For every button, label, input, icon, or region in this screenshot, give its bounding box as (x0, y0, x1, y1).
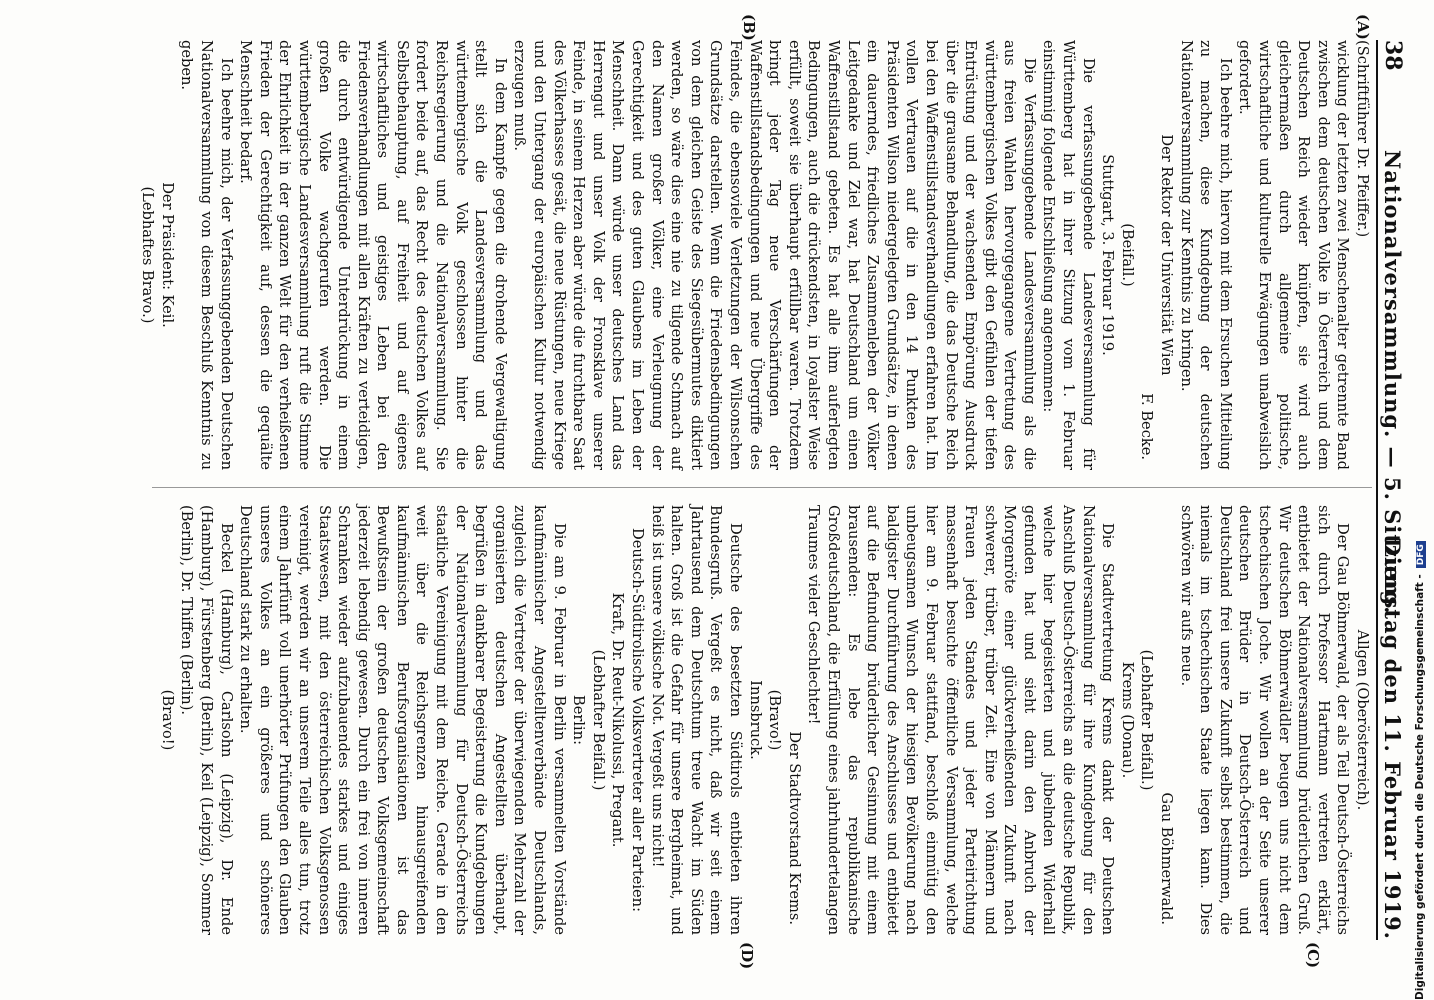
left-column (138, 40, 1372, 470)
dfg-logo: DFG (1416, 541, 1426, 568)
paragraph: Der Gau Böhmerwald, der als Teil Deutsch-Österreichs sich durch Professor Hartmann vertreten erklärt, entbietet der Nationalversammlung brüderlichen Gruß. Wir deutschen Böhmerwäldler beugen uns nicht dem tschechischen Joche. Wir wollen an der Seite unserer deutschen Brüder in Deutsch-Österreich und Deutschland frei unsere Zukunft selbst bestimmen, die niemals im tschechischen Staate liegen kann. Dies schwören wir aufs neue. (1177, 505, 1352, 935)
signature-role: Der Präsident: Keil. (158, 182, 176, 328)
signature-names: Kraft, Dr. Reut-Nikolussi, Pregant. (609, 592, 627, 848)
paragraph: Die Stadtvertretung Krems dankt der Deutschen Nationalversammlung für ihre Kundgebung für den Anschluß Deutsch-Österreichs an die deutsche Republik, welche hier begeisterten und jubelnden Widerhall gefunden hat und sieht darin den Anbruch der Morgenröte einer glückverheißenden Zukunft nach schwerer, trüber, trüber Zeit. Eine von Männern und Frauen jeden Standes und jeder Parteirichtung massenhaft besuchte öffentliche Versammlung, welche hier am 9. Februar stattfand, beschloß einmütig den unbeugsamen Wunsch der hiesigen Bevölkerung nach baldigster Durchführung des Anschlusses und entbietet auf die Befundung brüderlicher Gesinnung mit einem brausenden: Es lebe das republikanische Großdeutschland, die Erfüllung eines jahrhundertelangen Traumes vieler Geschlechter! (805, 505, 1117, 935)
place-date: Stuttgart, 3. Februar 1919. (1099, 154, 1117, 356)
applause-note: (Lebhafter Beifall.) (589, 649, 607, 791)
page-number: 38 (1380, 40, 1406, 71)
place-heading: Krems (Donau). (1118, 661, 1136, 779)
place-heading: Allgen (Oberösterreich). (1354, 629, 1371, 811)
paragraph: Die verfassunggebende Landesversammlung für Württemberg hat in ihrer Sitzung vom 1. Februar einstimmig folgende Entschließung angenommen: (1040, 40, 1097, 470)
margin-mark-c: (C) (1304, 942, 1322, 969)
paragraph: Deutsche des besetzten Südtirols entbieten ihren Bundesgruß. Vergeßt es nicht, daß wir seit einem Jahrtausend dem Deutschtum treue Wacht im Süden halten. Groß ist die Gefahr für unsere Bergheimat, und heiß ist unsere völkische Not. Vergeßt uns nicht! (648, 505, 744, 935)
paragraph: Ich beehre mich, der Verfassunggebenden Deutschen Nationalversammlung von diesem Beschluß Kenntnis zu geben. (178, 40, 235, 470)
margin-mark-d: (D) (738, 942, 756, 970)
signature-name: Gau Böhmerwald. (1158, 792, 1176, 925)
applause-note: (Beifall.) (1118, 223, 1136, 287)
paragraph: wicklung der letzten zwei Menschenalter getrennte Band zwischen dem deutschen Volke in Österreich und dem Deutschen Reich wieder knüpfen, sie wird auch gleichermaßen durch allgemeine politische, wirtschaftliche und kulturelle Erwägungen unabweislich gefordert. (1236, 40, 1352, 470)
applause-note: (Lebhafter Beifall.) (1138, 649, 1156, 791)
applause-note: (Bravo!) (766, 689, 784, 751)
margin-mark-b: (B) (740, 14, 758, 41)
place-heading: Innsbruck. (746, 680, 764, 760)
applause-note: (Bravo!) (158, 689, 176, 751)
applause-note: (Lebhaftes Bravo.) (139, 186, 157, 324)
paragraph: Die Verfassunggebende Landesversammlung als die aus freien Wahlen hervorgegangene Vertretung des württembergischen Volkes gibt den Gefühlen der tiefen Entrüstung und der wachsenden Empörung Ausdruck über die grausame Behandlung, die das Deutsche Reich bei den Waffenstillstandsverhandlungen erfahren hat. Im vollen Vertrauen auf die in den 14 Punkten des Präsidenten Wilson niedergelegten Grundsätze, in denen ein dauerndes, friedliches Zusammenleben der Völker Leitgedanke und Ziel war, hat Deutschland um einen Waffenstillstand gebeten. Es hat alle ihm auferlegten Bedingungen, auch die drückendsten, in loyalster Weise erfüllt, soweit sie überhaupt erfüllbar waren. Trotzdem bringt jeder Tag neue Verschärfungen der Waffenstillstandsbedingungen und neue Übergriffe des Feindes, die ebensoviele Verletzungen der Wilsonschen Grundsätze darstellen. Wenn die Friedensbedingungen von dem gleichen Geiste des Siegesübermutes diktiert werden, so wäre dies eine nie zu tilgende Schmach auf den Namen großer Völker, eine Verleugnung der Gerechtigkeit und des guten Glaubens im Leben der Menschheit. Dann würde unser deutsches Land das Herrengut und unser Volk der Fronsklave unserer Feinde, in seinem Herzen aber würde die furchtbare Saat des Völkerhasses gesät, die neue Rüstungen, neue Kriege und den Untergang der europäischen Kultur notwendig erzeugen muß. (511, 40, 1038, 470)
paragraph: In dem Kampfe gegen die drohende Vergewaltigung stellt sich die Landesversammlung und das württembergische Volk geschlossen hinter die Reichsregierung und die Nationalversammlung. Sie fordert beide auf, das Recht des deutschen Volkes auf Selbstbehauptung, auf Freiheit und auf eigenes wirtschaftliches und geistiges Leben bei den Friedensverhandlungen mit allen Kräften zu verteidigen, die durch entwürdigende Unterdrückung in einem großen Volke wachgerufen werden. Die württembergische Landesversammlung ruft die Stimme der Ehrlichkeit in der ganzen Welt für den verheißenen Frieden der Gerechtigkeit auf, dessen die gequälte Menschheit bedarf. (237, 40, 509, 470)
digitization-note (1414, 0, 1432, 1000)
paragraph: Ich beehre mich, hiervon mit dem Ersuchen Mitteilung zu machen, diese Kundgebung der deutschen Nationalversammlung zur Kenntnis zu bringen. (1177, 40, 1234, 470)
place-heading: Berlin: (570, 695, 588, 745)
right-column (157, 505, 1372, 935)
header-title: Nationalversammlung. — 5. Sitzung. (1380, 150, 1405, 615)
signature-name: Deutsch-Südtirolische Volksvertreter aller Parteien: (629, 528, 647, 912)
page-header (1376, 40, 1412, 940)
paragraph: Die am 9. Februar in Berlin versammelten Vorstände kaufmännischer Angestelltenverbände Deutschlands, zugleich die Vertreter der überwiegenden Mehrzahl der organisierten deutschen Angestellten überhaupt, begrüßen in dankbarer Begeisterung die Kundgebungen der Nationalversammlung für Deutsch-Österreichs staatliche Vereinigung mit dem Reiche. Gerade in den weit über die Reichsgrenzen hinausgreifenden kaufmännischen Berufsorganisationen ist das Bewußtsein der großen deutschen Volksgemeinschaft jederzeit lebendig gewesen. Durch ein frei von inneren Schranken wieder aufzubauendes starkes und einiges Staatswesen, mit den österreichischen Volksgenossen vereinigt, werden wir an unserem Teile alles tun, trotz einem Jahrfünft voll unerhörter Prüfungen den Glauben unseres Volkes an ein größeres und schöneres Deutschland stark zu erhalten. (237, 505, 568, 935)
signature-role: Der Rektor der Universität Wien (1158, 134, 1176, 376)
signature-name: F. Becke. (1138, 393, 1156, 460)
margin-mark-a: (A) (1354, 14, 1372, 40)
signature-names: Beckel (Hamburg), Carlsohn (Leipzig), Dr. Ende (Hamburg), Fürstenberg (Berlin), Keil (Leipzig), Sommer (Berlin), Dr. Thiffen (Berlin). (178, 505, 235, 935)
header-date: Dienstag den 11. Februar 1919. (1380, 537, 1405, 940)
digitization-text: Digitalisierung gefördert durch die Deutsche Forschungsgemeinschaft - (1414, 574, 1426, 1000)
column-divider (152, 487, 1372, 488)
speaker-note: (Schriftführer Dr. Pfeiffer.) (1354, 40, 1371, 238)
signature-name: Der Stadtvorstand Krems. (785, 731, 803, 925)
